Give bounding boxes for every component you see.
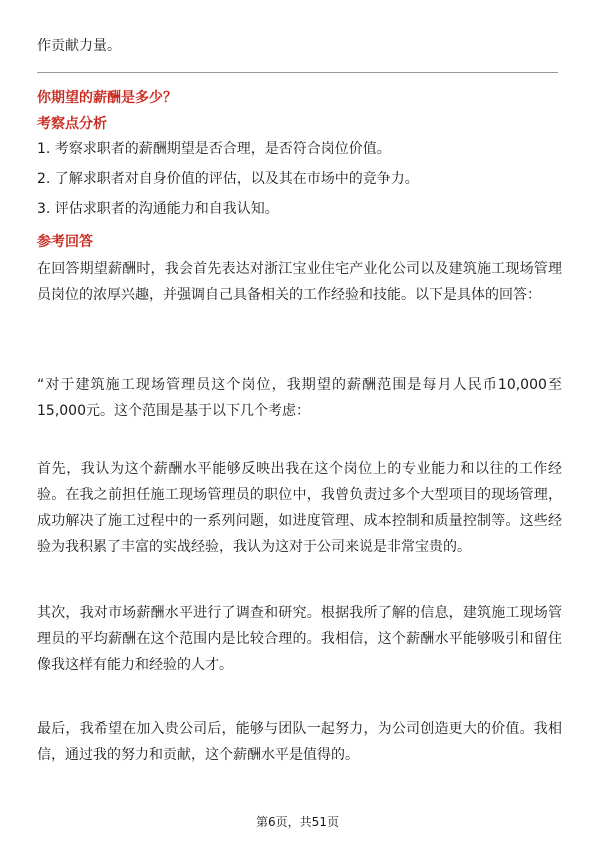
answer-heading: 参考回答	[37, 234, 93, 250]
question-title: 你期望的薪酬是多少？	[37, 90, 177, 106]
continuation-text: 作贡献力量。	[37, 38, 121, 54]
answer-paragraph: 在回答期望薪酬时，我会首先表达对浙江宝业住宅产业化公司以及建筑施工现场管理员岗位的浓厚兴趣，并强调自己具备相关的工作经验和技能。以下是具体的回答：	[37, 261, 562, 303]
answer-paragraph: 其次，我对市场薪酬水平进行了调查和研究。根据我所了解的信息，建筑施工现场管理员的平均薪酬在这个范围内是比较合理的。我相信，这个薪酬水平能够吸引和留住像我这样有能力和经验的人才。	[37, 605, 562, 673]
analysis-item: 2. 了解求职者对自身价值的评估，以及其在市场中的竞争力。	[37, 171, 419, 187]
analysis-heading: 考察点分析	[37, 116, 107, 132]
answer-paragraph: 首先，我认为这个薪酬水平能够反映出我在这个岗位上的专业能力和以往的工作经验。在我之前担任施工现场管理员的职位中，我曾负责过多个大型项目的现场管理，成功解决了施工过程中的一系列问题，如进度管理、成本控制和质量控制等。这些经验为我积累了丰富的实战经验，我认为这对于公司来说是非常宝贵的。	[37, 461, 562, 555]
page-number: 第6页，共51页	[256, 815, 339, 829]
answer-paragraph: “对于建筑施工现场管理员这个岗位，我期望的薪酬范围是每月人民币10,000至15,000元。这个范围是基于以下几个考虑：	[37, 377, 562, 419]
section-divider	[37, 72, 558, 73]
analysis-item: 3. 评估求职者的沟通能力和自我认知。	[37, 201, 279, 217]
answer-paragraph: 最后，我希望在加入贵公司后，能够与团队一起努力，为公司创造更大的价值。我相信，通过我的努力和贡献，这个薪酬水平是值得的。	[37, 721, 562, 763]
analysis-item: 1. 考察求职者的薪酬期望是否合理，是否符合岗位价值。	[37, 141, 391, 157]
